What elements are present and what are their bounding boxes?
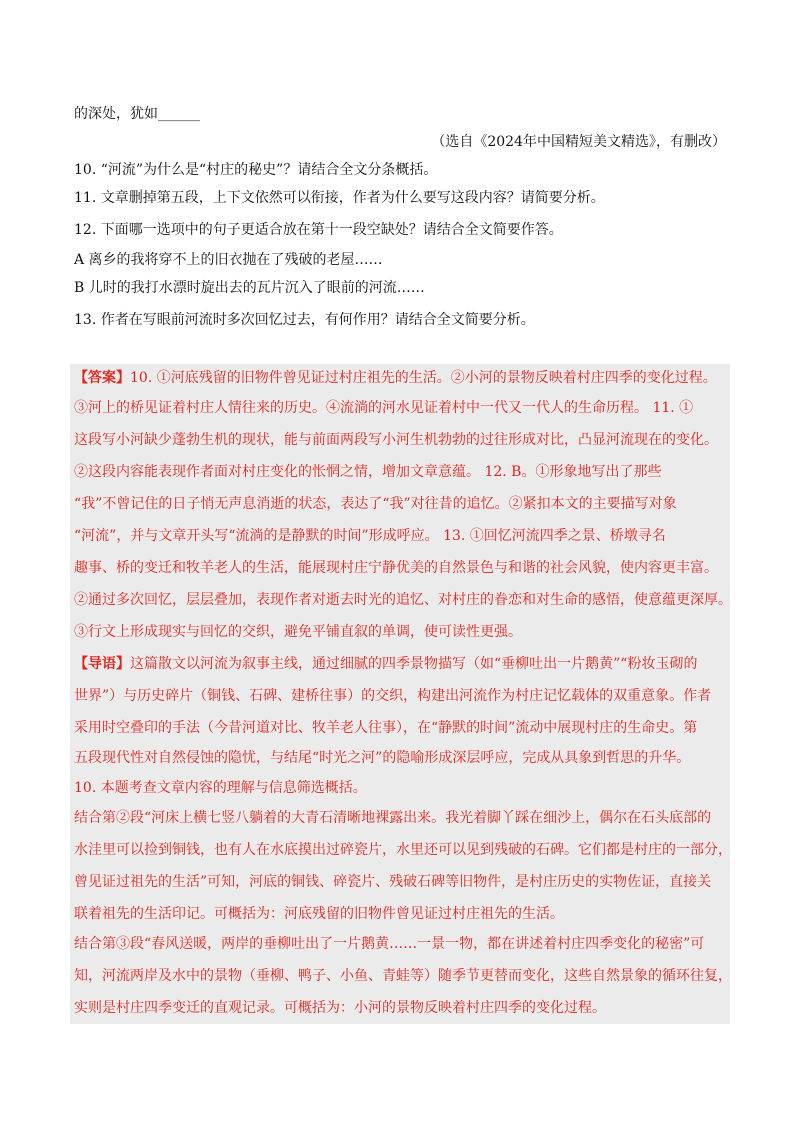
answer-line xyxy=(74,368,734,388)
guide-line: 五段现代性对自然侵蚀的隐忧，与结尾“时光之河”的隐喻形成深层呼应，完成从具象到哲思的升华。 xyxy=(74,750,691,766)
answer-line: ③行文上形成现实与回忆的交织，避免平铺直叙的单调，使可读性更强。 xyxy=(74,624,522,640)
analysis-line: 水洼里可以捡到铜钱，也有人在水底摸出过碎瓷片，水里还可以见到残破的石碑。它们都是村庄的一部分， xyxy=(74,842,732,858)
analysis-line: 曾见证过祖先的生活”可知，河底的铜钱、碎瓷片、残破石碑等旧物件，是村庄历史的实物佐证，直接关 xyxy=(74,874,712,890)
analysis-line: 结合第②段“河床上横七竖八躺着的大青石清晰地裸露出来。我光着脚丫踩在细沙上，偶尔在石头底部的 xyxy=(74,810,712,826)
answer-line: ③河上的桥见证着村庄人情往来的历史。④流淌的河水见证着村中一代又一代人的生命历程。 11. ① xyxy=(74,400,694,416)
answer-tag: 【答案】 xyxy=(74,370,130,386)
question-12-option-a: A 离乡的我将穿不上的旧衣抛在了残破的老屋…… xyxy=(74,252,383,268)
answer-line: 这段写小河缺少蓬勃生机的现状，能与前面两段写小河生机勃勃的过往形成对比，凸显河流现在的变化。 xyxy=(74,432,718,448)
answer-line: ②这段内容能表现作者面对村庄变化的怅惘之情，增加文章意蕴。 12. B。①形象地写出了那些 xyxy=(74,464,662,480)
analysis-line: 10. 本题考查文章内容的理解与信息筛选概括。 xyxy=(74,780,367,796)
guide-tag: 【导语】 xyxy=(74,656,130,672)
question-13: 13. 作者在写眼前河流时多次回忆过去，有何作用？请结合全文简要分析。 xyxy=(74,312,535,328)
question-10: 10. “河流”为什么是“村庄的秘史”？请结合全文分条概括。 xyxy=(74,162,438,178)
guide-line: 世界”）与历史碎片（铜钱、石碑、建桥往事）的交织，构建出河流作为村庄记忆载体的双重意象。作者 xyxy=(74,688,712,704)
analysis-line: 实则是村庄四季变迁的直观记录。可概括为：小河的景物反映着村庄四季的变化过程。 xyxy=(74,1000,606,1016)
analysis-line: 知，河流两岸及水中的景物（垂柳、鸭子、小鱼、青蛙等）随季节更替而变化，这些自然景象的循环往复， xyxy=(74,968,732,984)
analysis-line: 结合第③段“春风送暖，两岸的垂柳吐出了一片鹅黄……一景一物，都在讲述着村庄四季变化的秘密”可 xyxy=(74,936,705,952)
answer-line: ②通过多次回忆，层层叠加，表现作者对逝去时光的追忆、对村庄的眷恋和对生命的感悟，使意蕴更深厚。 xyxy=(74,592,732,608)
answer-line: 趣事、桥的变迁和牧羊老人的生活，能展现村庄宁静优美的自然景色与和谐的社会风貌，使内容更丰富。 xyxy=(74,560,718,576)
source-citation: （选自《2024年中国精短美文精选》，有删改） xyxy=(431,134,726,150)
analysis-line: 联着祖先的生活印记。可概括为：河底残留的旧物件曾见证过村庄祖先的生活。 xyxy=(74,906,564,922)
answer-line: “河流”，并与文章开头写“流淌的是静默的时间”形成呼应。 13. ①回忆河流四季之景、桥墩寻名 xyxy=(74,528,666,544)
question-11: 11. 文章删掉第五段，上下文依然可以衔接，作者为什么要写这段内容？请简要分析。 xyxy=(74,190,605,206)
guide-text: 这篇散文以河流为叙事主线，通过细腻的四季景物描写（如“垂柳吐出一片鹅黄”“粉妆玉砌的 xyxy=(130,656,698,672)
guide-line xyxy=(74,654,734,674)
passage-ending-fragment: 的深处，犹如______ xyxy=(74,106,200,122)
answer-line: “我”不曾记住的日子悄无声息消逝的状态，表达了“我”对往昔的追忆。②紧扣本文的主要描写对象 xyxy=(74,496,677,512)
answer-text: 10. ①河底残留的旧物件曾见证过村庄祖先的生活。②小河的景物反映着村庄四季的变化过程。 xyxy=(130,370,717,386)
question-12: 12. 下面哪一选项中的句子更适合放在第十一段空缺处？请结合全文简要作答。 xyxy=(74,222,563,238)
guide-line: 采用时空叠印的手法（今昔河道对比、牧羊老人往事），在“静默的时间”流动中展现村庄的生命史。第 xyxy=(74,720,698,736)
question-12-option-b: B 儿时的我打水漂时旋出去的瓦片沉入了眼前的河流…… xyxy=(74,280,425,296)
